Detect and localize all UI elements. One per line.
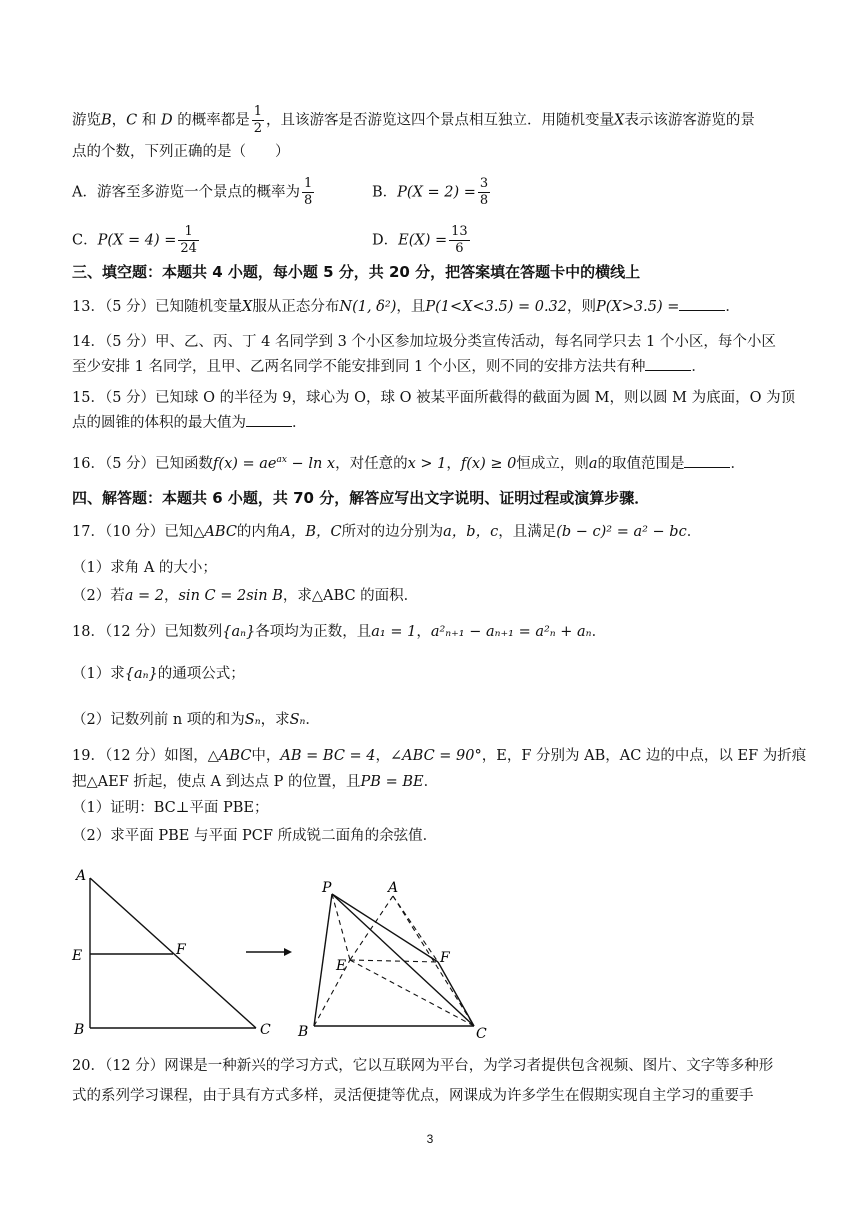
section-heading-solutions: 四、解答题：本题共 6 小题，共 70 分，解答应写出文字说明、证明过程或演算步骤． [72,489,650,507]
option-d: D．E(X) = $\frac{13}{6}$ [372,224,468,256]
q17-part1: （1）求角 A 的大小； [72,560,217,576]
q14-line1: 14．（5 分）甲、乙、丙、丁 4 名同学到 3 个小区参加垃圾分类宣传活动，每名同学只去 1 个小区，每个小区 [72,334,776,350]
label-b-left: B [74,1022,85,1038]
label-e-left: E [72,948,83,964]
option-a: A．游客至多游览一个景点的概率为 $\frac{1}{8}$ [72,176,313,208]
geometry-figures [60,862,520,1048]
q17: 17．（10 分）已知△ABC的内角A，B，C所对的边分别为a，b，c，且满足(b − c)² = a² − bc． [72,524,702,540]
label-c-right: C [476,1026,487,1042]
page-number: 3 [426,1132,434,1146]
q16: 16．（5 分）已知函数$f(x) = ae^{ax} - \ln x$，对任意的x > 1，f(x) ≥ 0恒成立，则a的取值范围是 ． [72,450,800,474]
figure-triangle-abc [90,878,256,1028]
q18-part2: （2）记数列前 n 项的和为Sₙ，求Sₙ． [72,712,320,728]
q20-line1: 20．（12 分）网课是一种新兴的学习方式，它以互联网为平台，为学习者提供包含视频、图片、文字等多种形 [72,1058,774,1074]
label-a-right: A [388,880,399,896]
label-f-left: F [176,942,186,958]
q19-line1: 19．（12 分）如图，△ABC中，AB = BC = 4，∠ABC = 90°，E，F 分别为 AB，AC 边的中点，以 EF 为折痕 [72,748,807,764]
q18: 18．（12 分）已知数列{aₙ}各项均为正数，且a₁ = 1，a²ₙ₊₁ − aₙ₊₁ = a²ₙ + aₙ． [72,624,607,640]
arrow-icon [246,948,292,956]
answer-blank[interactable] [645,356,691,371]
answer-blank[interactable] [679,296,725,311]
q12-line2: 点的个数，下列正确的是（ ） [72,144,290,160]
q18-part1: （1）求{aₙ}的通项公式； [72,666,245,682]
q15-line1: 15．（5 分）已知球 O 的半径为 9，球心为 O，球 O 被某平面所截得的截面为圆 M，则以圆 M 为底面，O 为顶 [72,390,796,406]
label-a-left: A [76,868,87,884]
q14-line2: 至少安排 1 名同学，且甲、乙两名同学不能安排到同 1 个小区，则不同的安排方法共有种 ． [72,356,800,377]
section-heading-fill-in: 三、填空题：本题共 4 小题，每小题 5 分，共 20 分，把答案填在答题卡中的横线上 [72,263,641,281]
q19-part1: （1）证明：BC⊥平面 PBE； [72,800,269,816]
label-f-right: F [440,950,450,966]
q12-line1: 游览B，C 和 D 的概率都是 $\frac{1}{2}$ ，且该游客是否游览这四个景点相互独立．用随机变量X表示该游客游览的景 [72,104,755,136]
q13: 13．（5 分）已知随机变量X服从正态分布N(1, δ²)，且P(1<X<3.5) = 0.32，则P(X>3.5) = ． [72,296,800,317]
q15-line2: 点的圆锥的体积的最大值为 ． [72,412,800,433]
label-b-right: B [298,1024,309,1040]
option-b: B．P(X = 2) = $\frac{3}{8}$ [372,176,489,208]
q17-part2: （2）若a = 2，sin C = 2sin B，求△ABC 的面积． [72,588,419,604]
q20-line2: 式的系列学习课程，由于具有方式多样，灵活便捷等优点，网课成为许多学生在假期实现自主学习的重要手 [72,1088,754,1104]
label-p-right: P [322,880,332,896]
label-c-left: C [260,1022,271,1038]
answer-blank[interactable] [684,453,730,468]
q19-part2: （2）求平面 PBE 与平面 PCF 所成锐二面角的余弦值． [72,828,438,844]
answer-blank[interactable] [246,412,292,427]
q19-line2: 把△AEF 折起，使点 A 到达点 P 的位置，且PB = BE． [72,774,439,790]
label-e-right: E [336,958,347,974]
option-c: C．P(X = 4) = $\frac{1}{24}$ [72,224,197,256]
fraction-half: $\frac{1}{2}$ [253,104,263,136]
